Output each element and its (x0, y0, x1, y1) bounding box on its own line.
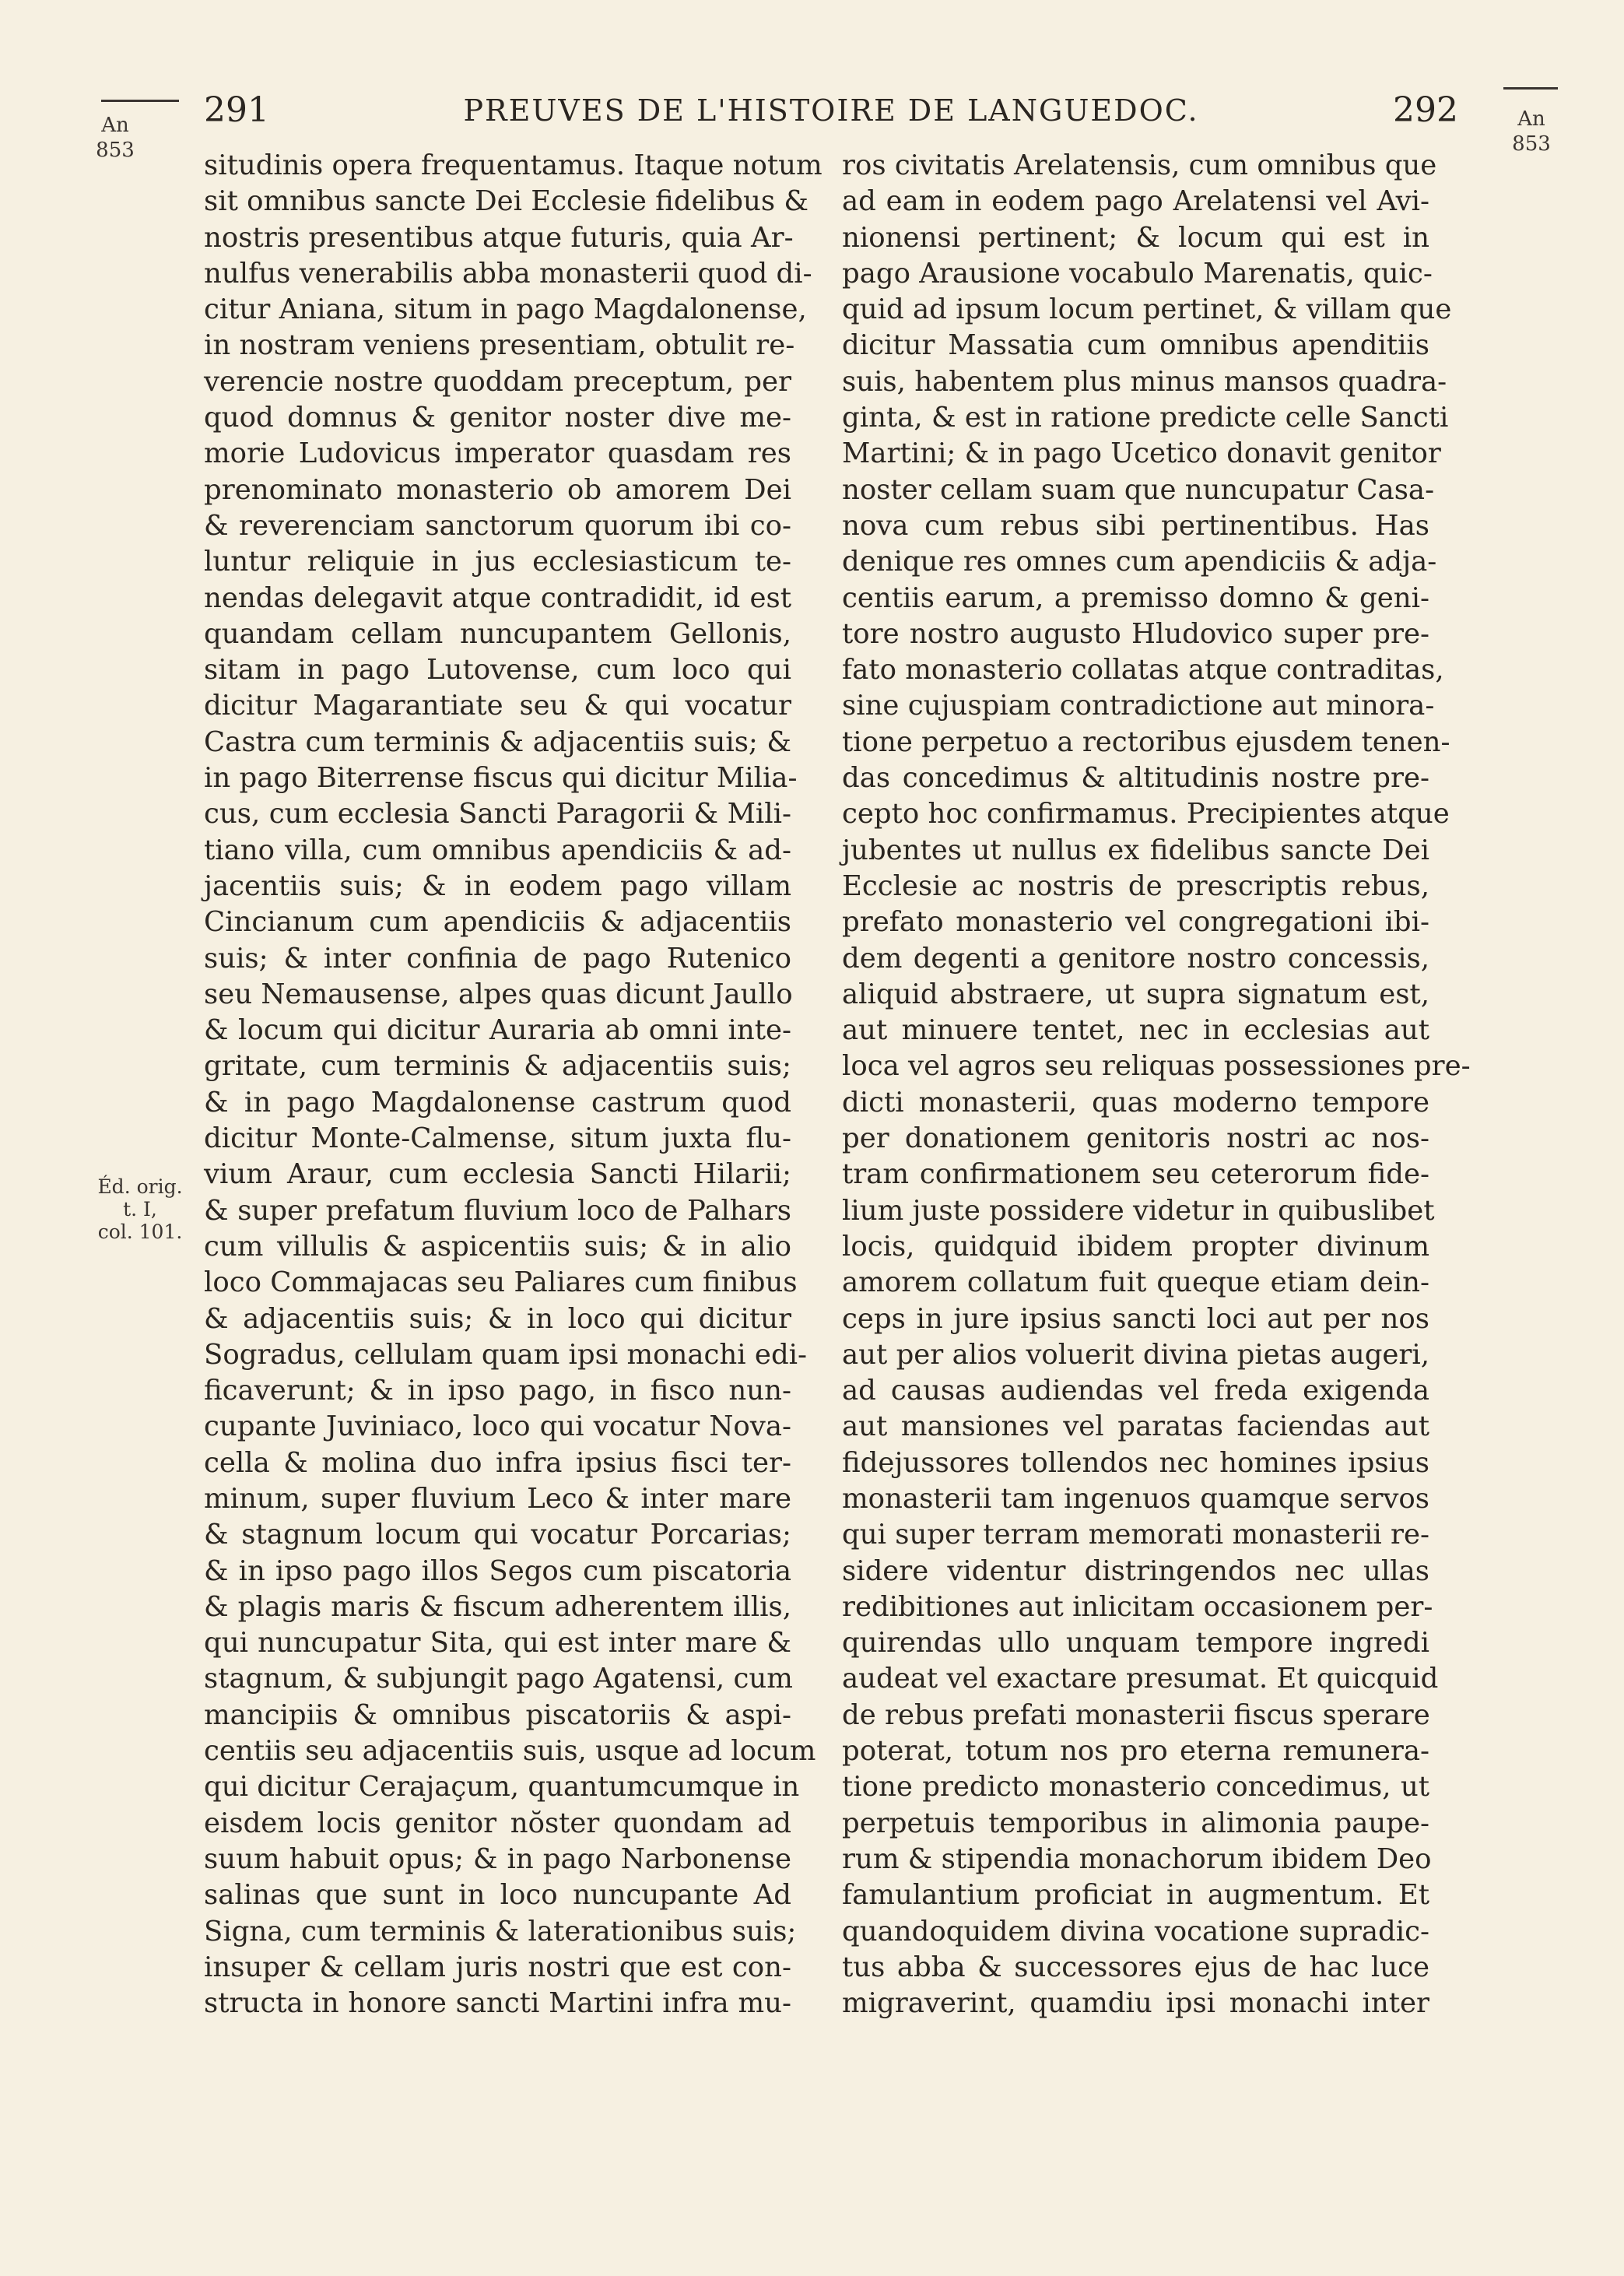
left-column-line: insuper & cellam juris nostri que est con- (204, 1951, 791, 1983)
left-column-line: ficaverunt; & in ipso pago, in fisco nun- (204, 1375, 791, 1407)
right-column-line: pago Arausione vocabulo Marenatis, quic- (842, 257, 1433, 290)
left-column-line: Cincianum cum apendiciis & adjacentiis (204, 906, 791, 939)
right-column-line: aut mansiones vel paratas faciendas aut (842, 1410, 1429, 1443)
running-header (204, 87, 1458, 134)
left-margin-year: 853 (96, 139, 135, 162)
right-column-line: qui super terram memorati monasterii re- (842, 1519, 1429, 1551)
left-column-line: tiano villa, cum omnibus apendiciis & ad- (204, 834, 791, 866)
right-column-line: dem degenti a genitore nostro concessis, (842, 942, 1429, 975)
right-column-line: tram confirmationem seu ceterorum fide- (842, 1158, 1429, 1191)
right-column-line: suis, habentem plus minus mansos quadra- (842, 365, 1447, 398)
left-column-line: & super prefatum fluvium loco de Palhars (204, 1194, 791, 1227)
left-column-line: & reverenciam sanctorum quorum ibi co- (204, 509, 791, 542)
right-column-line: cepto hoc confirmamus. Precipientes atque (842, 798, 1450, 831)
left-column-line: gritate, cum terminis & adjacentiis suis; (204, 1050, 791, 1083)
left-column-line: situdinis opera frequentamus. Itaque notum (204, 149, 823, 181)
right-column-line: lium juste possidere videtur in quibuslibet (842, 1194, 1435, 1227)
left-column-line: sitam in pago Lutovense, cum loco qui (204, 654, 791, 687)
left-column-line: & in pago Magdalonense castrum quod (204, 1086, 791, 1119)
left-column-line: loco Commajacas seu Paliares cum finibus (204, 1266, 798, 1299)
left-column-line: eisdem locis genitor nŏster quondam ad (204, 1807, 791, 1839)
edition-marginal-note (89, 1175, 191, 1243)
left-column-line: prenominato monasterio ob amorem Dei (204, 473, 791, 506)
left-column-line: morie Ludovicus imperator quasdam res (204, 437, 791, 470)
right-column-line: tione perpetuo a rectoribus ejusdem tenen- (842, 725, 1450, 758)
left-column-line: Castra cum terminis & adjacentiis suis; & (204, 725, 791, 758)
left-column-line: & in ipso pago illos Segos cum piscatoria (204, 1554, 791, 1587)
edition-note-line: Éd. orig. (97, 1175, 183, 1198)
right-column-line: loca vel agros seu reliquas possessiones pre- (842, 1050, 1471, 1083)
left-column-line: stagnum, & subjungit pago Agatensi, cum (204, 1663, 793, 1695)
left-text-column (204, 148, 823, 2021)
left-column-line: cus, cum ecclesia Sancti Paragorii & Mili- (204, 798, 791, 831)
right-column-line: amorem collatum fuit queque etiam dein- (842, 1266, 1429, 1299)
right-column-line: aut per alios voluerit divina pietas augeri, (842, 1338, 1430, 1371)
right-column-line: prefato monasterio vel congregationi ibi- (842, 906, 1429, 939)
left-column-line: cella & molina duo infra ipsius fisci ter- (204, 1446, 791, 1479)
right-column-line: Ecclesie ac nostris de prescriptis rebus, (842, 869, 1429, 902)
page-number-right: 292 (1393, 90, 1458, 130)
running-title: PREUVES DE L'HISTOIRE DE LANGUEDOC. (463, 93, 1199, 128)
right-column-line: poterat, totum nos pro eterna remunera- (842, 1735, 1429, 1768)
right-column-line: Martini; & in pago Ucetico donavit genitor (842, 437, 1441, 470)
edition-note-line: col. 101. (97, 1221, 183, 1243)
right-column-line: fidejussores tollendos nec homines ipsius (842, 1446, 1429, 1479)
left-column-line: & adjacentiis suis; & in loco qui dicitur (204, 1302, 791, 1335)
left-column-line: suum habuit opus; & in pago Narbonense (204, 1842, 791, 1875)
right-margin-an: An (1517, 107, 1545, 131)
right-column-line: denique res omnes cum apendiciis & adja- (842, 546, 1437, 578)
left-column-line: in nostram veniens presentiam, obtulit re- (204, 329, 795, 362)
left-margin-an: An (101, 114, 129, 137)
left-column-line: cum villulis & aspicentiis suis; & in alio (204, 1230, 791, 1263)
left-column-line: suis; & inter confinia de pago Rutenico (204, 942, 791, 975)
right-column-line: audeat vel exactare presumat. Et quicquid (842, 1663, 1439, 1695)
right-column-line: noster cellam suam que nuncupatur Casa- (842, 473, 1435, 506)
left-column-line: centiis seu adjacentiis suis, usque ad locum (204, 1735, 816, 1768)
right-column-line: ad eam in eodem pago Arelatensi vel Avi- (842, 185, 1429, 218)
left-column-line: qui dicitur Cerajaçum, quantumcumque in (204, 1771, 800, 1804)
left-column-line: Sogradus, cellulam quam ipsi monachi edi- (204, 1338, 808, 1371)
left-column-line: seu Nemausense, alpes quas dicunt Jaullo (204, 978, 793, 1010)
left-column-line: in pago Biterrense fiscus qui dicitur Milia- (204, 762, 798, 795)
right-column-line: perpetuis temporibus in alimonia paupe- (842, 1807, 1429, 1839)
right-margin-year: 853 (1512, 132, 1551, 156)
right-column-line: rum & stipendia monachorum ibidem Deo (842, 1842, 1432, 1875)
right-column-line: quirendas ullo unquam tempore ingredi (842, 1627, 1429, 1660)
right-column-line: ceps in jure ipsius sancti loci aut per nos (842, 1302, 1429, 1335)
right-column-line: tus abba & successores ejus de hac luce (842, 1951, 1429, 1983)
right-column-line: sidere videntur distringendos nec ullas (842, 1554, 1429, 1587)
right-column-line: fato monasterio collatas atque contraditas, (842, 654, 1444, 687)
left-column-line: Signa, cum terminis & laterationibus suis; (204, 1915, 797, 1948)
right-column-line: redibitiones aut inlicitam occasionem per- (842, 1590, 1433, 1623)
right-column-line: monasterii tam ingenuos quamque servos (842, 1482, 1429, 1515)
left-column-line: quod domnus & genitor noster dive me- (204, 402, 791, 434)
left-column-line: jacentiis suis; & in eodem pago villam (204, 869, 791, 902)
right-column-line: nova cum rebus sibi pertinentibus. Has (842, 509, 1429, 542)
right-column-line: dicitur Massatia cum omnibus apenditiis (842, 329, 1429, 362)
left-column-line: nendas delegavit atque contradidit, id est (204, 581, 791, 614)
right-column-line: jubentes ut nullus ex fidelibus sancte Dei (842, 834, 1429, 866)
right-column-line: locis, quidquid ibidem propter divinum (842, 1230, 1429, 1263)
left-column-line: & locum qui dicitur Auraria ab omni inte- (204, 1014, 791, 1047)
right-column-line: dicti monasterii, quas moderno tempore (842, 1086, 1429, 1119)
left-column-line: cupante Juviniaco, loco qui vocatur Nova- (204, 1410, 791, 1443)
right-column-line: aliquid abstraere, ut supra signatum est, (842, 978, 1429, 1010)
right-column-line: ginta, & est in ratione predicte celle Sancti (842, 402, 1449, 434)
left-column-line: quandam cellam nuncupantem Gellonis, (204, 617, 791, 650)
right-margin-rule (1503, 87, 1558, 90)
right-column-line: migraverint, quamdiu ipsi monachi inter (842, 1987, 1429, 2020)
left-column-line: dicitur Magarantiate seu & qui vocatur (204, 690, 791, 722)
right-column-line: quandoquidem divina vocatione supradic- (842, 1915, 1429, 1948)
left-column-line: sit omnibus sancte Dei Ecclesie fidelibus & (204, 185, 808, 218)
right-column-line: de rebus prefati monasterii fiscus sperare (842, 1698, 1430, 1731)
left-column-line: structa in honore sancti Martini infra mu- (204, 1987, 791, 2020)
left-column-line: nostris presentibus atque futuris, quia Ar- (204, 221, 794, 254)
left-column-line: citur Aniana, situm in pago Magdalonense, (204, 293, 807, 326)
left-column-line: mancipiis & omnibus piscatoriis & aspi- (204, 1698, 791, 1731)
right-column-line: ad causas audiendas vel freda exigenda (842, 1375, 1429, 1407)
left-column-line: qui nuncupatur Sita, qui est inter mare & (204, 1627, 791, 1660)
right-column-line: tore nostro augusto Hludovico super pre- (842, 617, 1429, 650)
right-column-line: sine cujuspiam contradictione aut minora- (842, 690, 1435, 722)
right-text-column (842, 148, 1471, 2021)
right-column-line: ros civitatis Arelatensis, cum omnibus que (842, 149, 1437, 181)
left-column-line: vium Araur, cum ecclesia Sancti Hilarii; (204, 1158, 791, 1191)
left-column-line: verencie nostre quoddam preceptum, per (204, 365, 791, 398)
right-column-line: tione predicto monasterio concedimus, ut (842, 1771, 1429, 1804)
left-column-line: dicitur Monte-Calmense, situm juxta flu- (204, 1122, 791, 1155)
left-margin-rule (101, 100, 179, 102)
right-column-line: das concedimus & altitudinis nostre pre- (842, 762, 1429, 795)
edition-note-line: t. I, (123, 1198, 157, 1221)
page-number-left: 291 (204, 90, 269, 130)
right-column-line: centiis earum, a premisso domno & geni- (842, 581, 1429, 614)
right-column-line: quid ad ipsum locum pertinet, & villam que (842, 293, 1452, 326)
right-column-line: nionensi pertinent; & locum qui est in (842, 221, 1429, 254)
left-column-line: nulfus venerabilis abba monasterii quod di- (204, 257, 812, 290)
left-column-line: & stagnum locum qui vocatur Porcarias; (204, 1519, 791, 1551)
left-column-line: minum, super fluvium Leco & inter mare (204, 1482, 791, 1515)
right-column-line: famulantium proficiat in augmentum. Et (842, 1879, 1429, 1912)
left-column-line: & plagis maris & fiscum adherentem illis, (204, 1590, 791, 1623)
right-column-line: per donationem genitoris nostri ac nos- (842, 1122, 1429, 1155)
right-column-line: aut minuere tentet, nec in ecclesias aut (842, 1014, 1429, 1047)
left-column-line: salinas que sunt in loco nuncupante Ad (204, 1879, 791, 1912)
left-column-line: luntur reliquie in jus ecclesiasticum te- (204, 546, 791, 578)
